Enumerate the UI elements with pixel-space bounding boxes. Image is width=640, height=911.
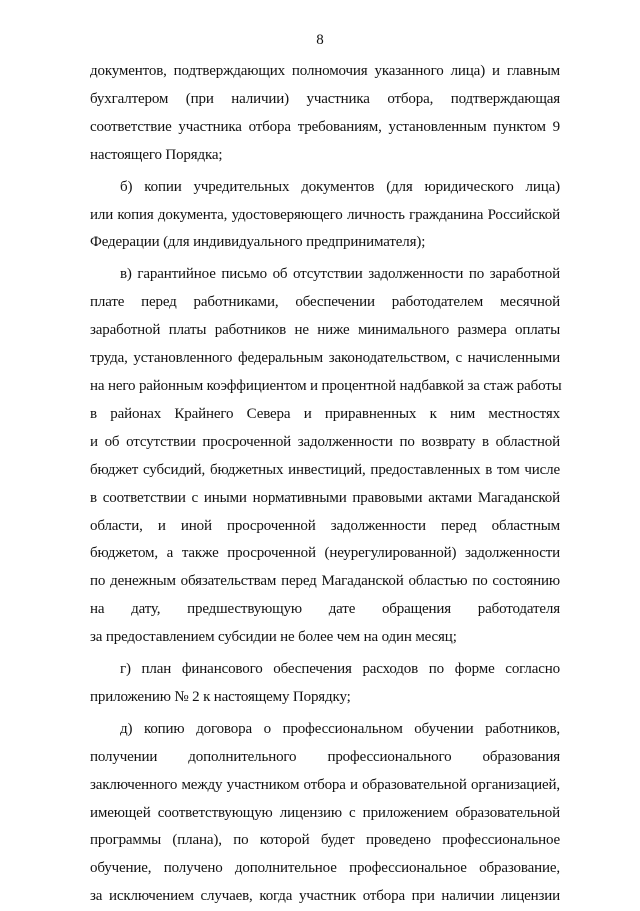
text-line: или копия документа, удостоверяющего личность гражданина Российской: [90, 206, 560, 223]
text-line: по денежным обязательствам перед Магаданской областью по состоянию: [90, 573, 560, 590]
text-line: документов, подтверждающих полномочия указанного лица) и главным: [90, 63, 560, 79]
text-line: имеющей соответствующую лицензию с приложением образовательной: [90, 804, 560, 821]
text-line: получении дополнительного профессионального образования: [90, 748, 560, 765]
document-body: [90, 58, 560, 911]
paragraph-item-b: [90, 174, 560, 258]
text-line: программы (плана), по которой будет проведено профессиональное: [90, 832, 560, 849]
text-line: заработной платы работников не ниже минимального размера оплаты: [90, 322, 560, 339]
text-line: за исключением случаев, когда участник отбора при наличии лицензии: [90, 888, 560, 905]
text-line: соответствие участника отбора требованиям, установленным пунктом 9: [90, 118, 560, 135]
paragraph-item-d: [90, 716, 560, 911]
text-line: области, и иной просроченной задолженности перед областным: [90, 517, 560, 534]
text-line: в соответствии с иными нормативными правовыми актами Магаданской: [90, 489, 560, 506]
text-line: приложению № 2 к настоящему Порядку;: [90, 688, 351, 705]
paragraph-continuation: [90, 58, 560, 170]
page-number: 8: [316, 32, 324, 48]
text-line: обучение, получено дополнительное профессиональное образование,: [90, 860, 560, 877]
text-line: заключенного между участником отбора и образовательной организацией,: [90, 776, 560, 793]
text-line: на дату, предшествующую дате обращения работодателя: [90, 601, 560, 618]
paragraph-item-g: [90, 656, 560, 712]
text-line: в) гарантийное письмо об отсутствии задолженности по заработной: [120, 266, 560, 283]
text-line: д) копию договора о профессиональном обучении работников,: [120, 720, 560, 737]
text-line: настоящего Порядка;: [90, 146, 223, 163]
text-line: за предоставлением субсидии не более чем на один месяц;: [90, 629, 457, 646]
text-line: Федерации (для индивидуального предпринимателя);: [90, 234, 426, 251]
text-line: в районах Крайнего Севера и приравненных к ним местностях: [90, 405, 560, 422]
text-line: бюджетом, а также просроченной (неурегулированной) задолженности: [90, 545, 560, 562]
text-line: бухгалтером (при наличии) участника отбора, подтверждающая: [90, 90, 560, 107]
text-line: г) план финансового обеспечения расходов по форме согласно: [120, 661, 560, 678]
paragraph-item-v: [90, 261, 560, 652]
text-line: труда, установленного федеральным законодательством, с начисленными: [90, 350, 560, 367]
text-line: б) копии учредительных документов (для юридического лица): [120, 178, 560, 195]
text-line: на него районным коэффициентом и процентной надбавкой за стаж работы: [90, 377, 562, 394]
text-line: бюджет субсидий, бюджетных инвестиций, предоставленных в том числе: [90, 461, 560, 478]
text-line: плате перед работниками, обеспечении работодателем месячной: [90, 294, 560, 311]
text-line: и об отсутствии просроченной задолженности по возврату в областной: [90, 433, 560, 450]
